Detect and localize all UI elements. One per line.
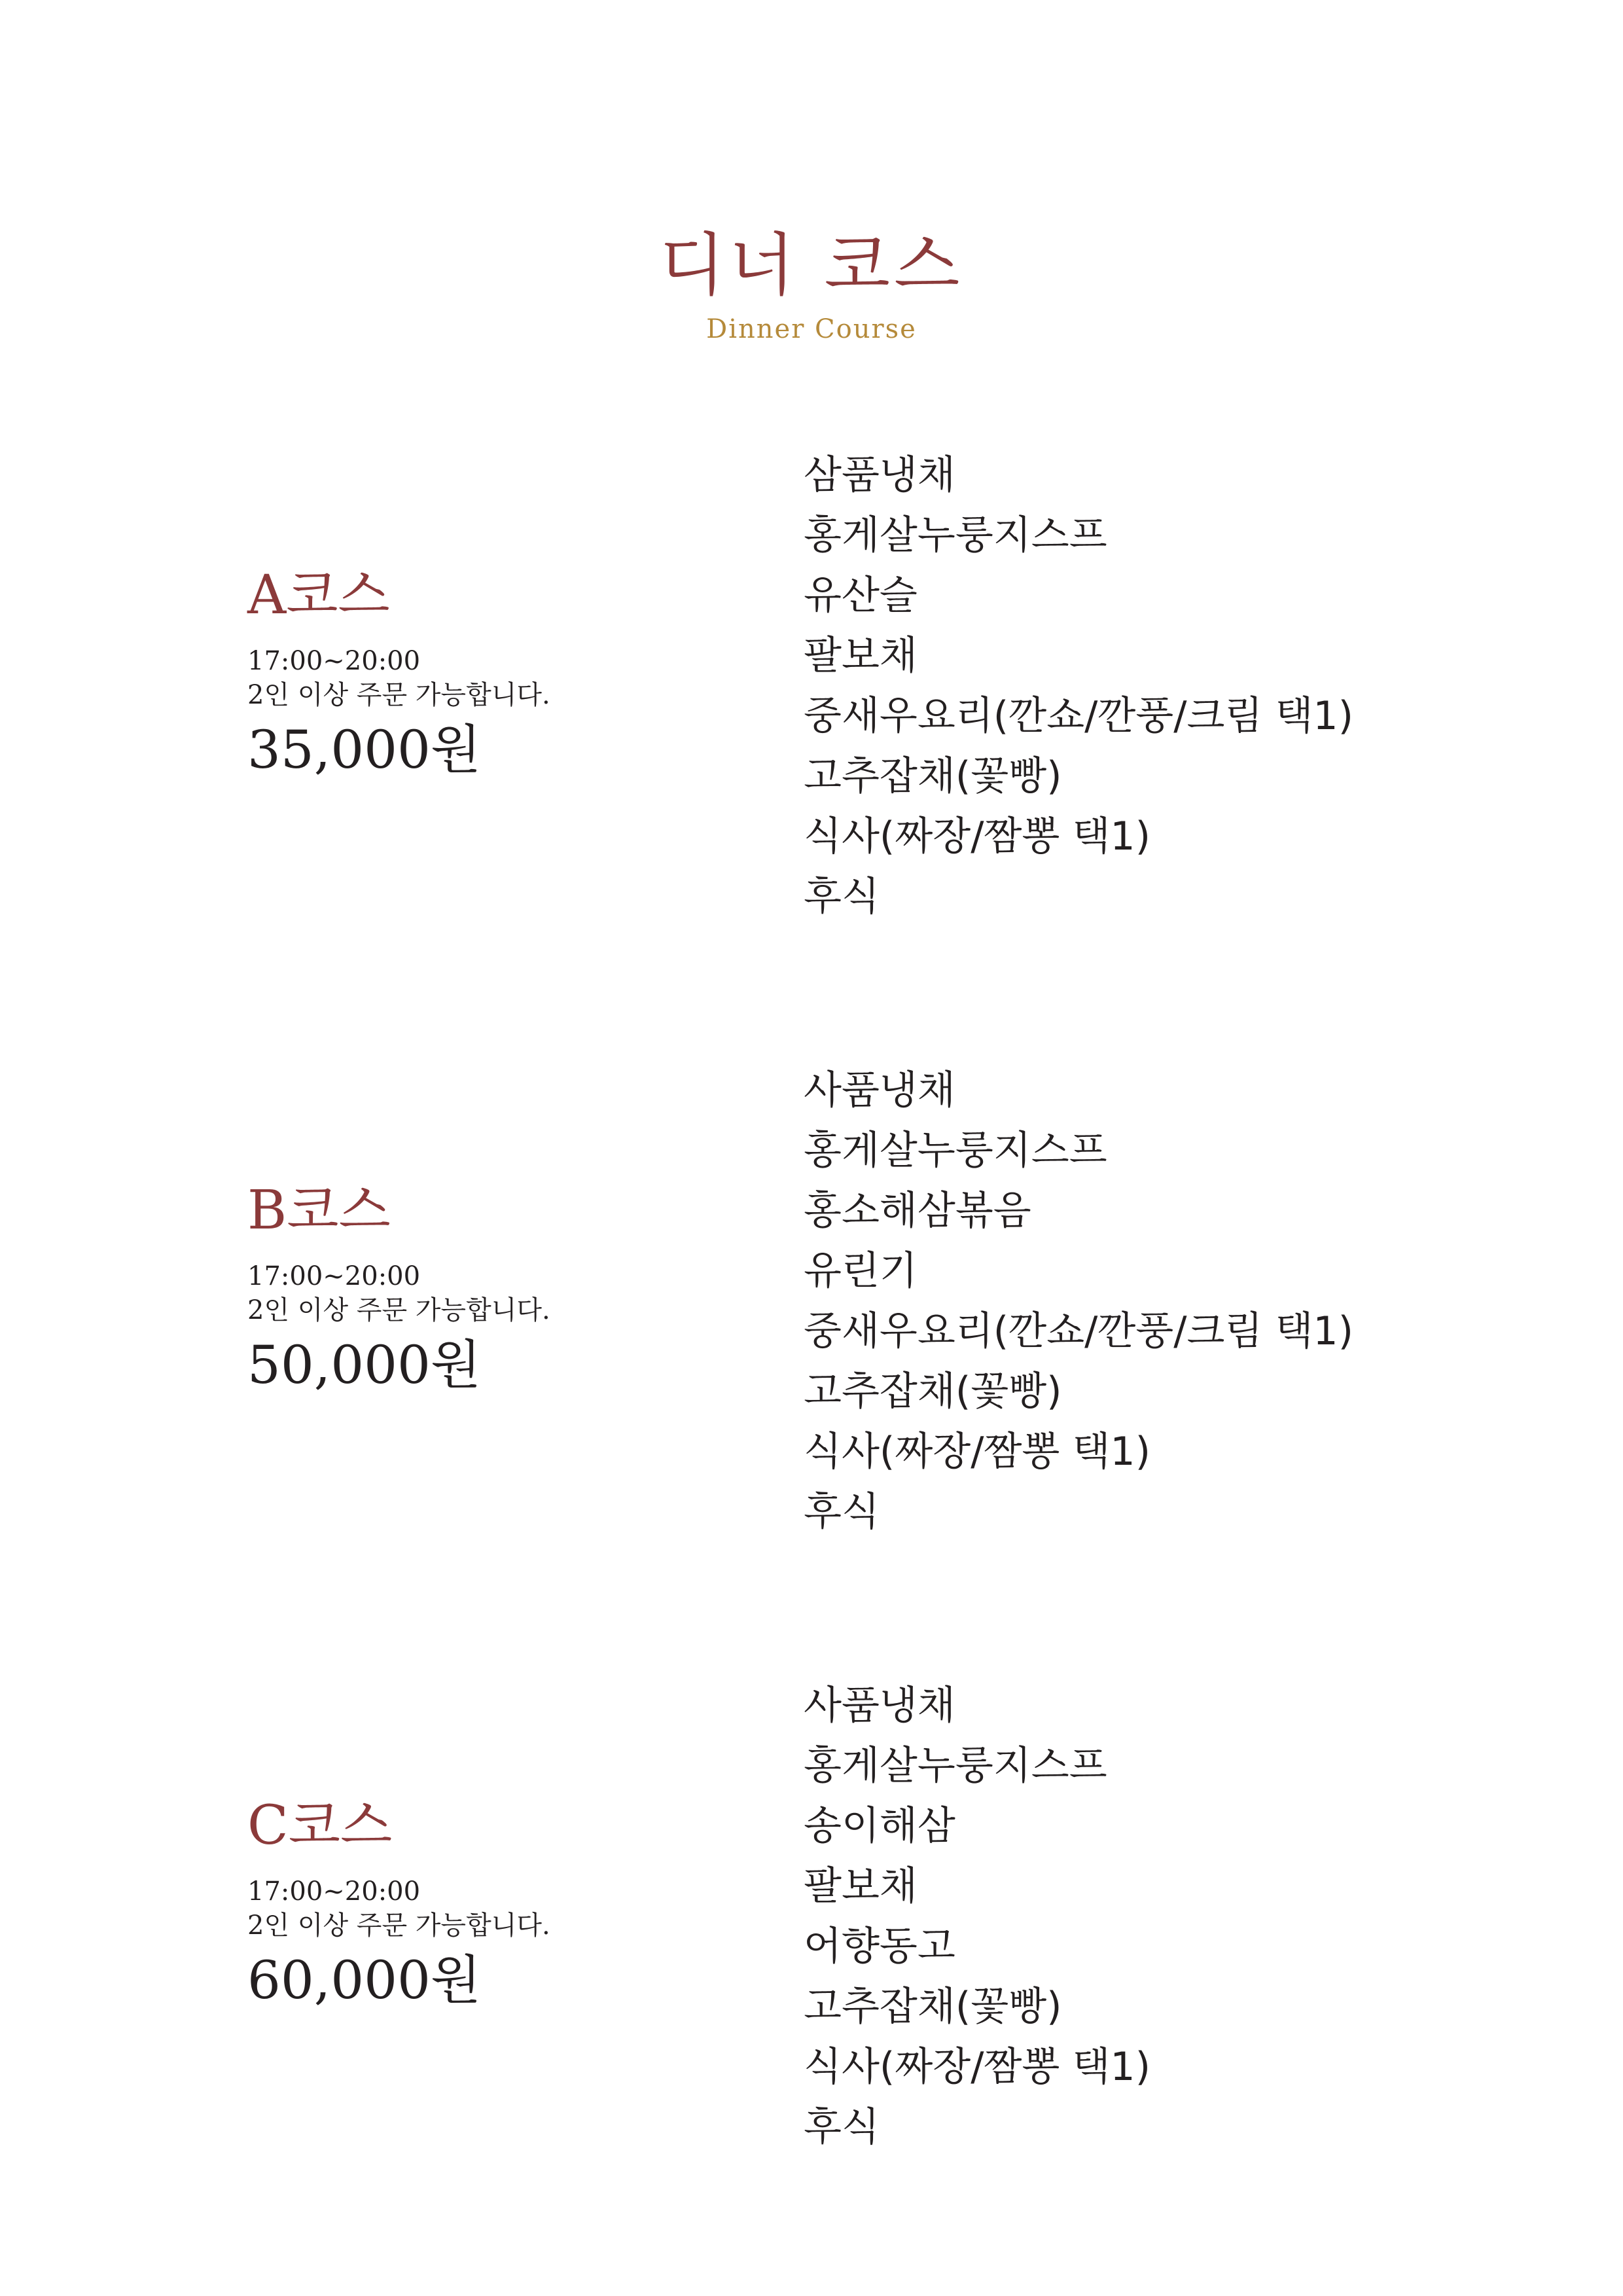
dish-item: 후식 [804, 2104, 880, 2150]
course-time: 17:00~20:00 [247, 1261, 421, 1291]
course-time: 17:00~20:00 [247, 1876, 421, 1907]
course-info [247, 563, 771, 783]
dish-item: 후식 [804, 874, 880, 920]
dish-item: 고추잡채(꽃빵) [804, 1369, 1062, 1414]
dish-item: 식사(짜장/짬뽕 택1) [804, 1429, 1150, 1475]
course-a [0, 445, 1623, 969]
dish-item: 고추잡채(꽃빵) [804, 1984, 1062, 2030]
dish-list [804, 1676, 1150, 2157]
dish-item: 고추잡채(꽃빵) [804, 753, 1062, 799]
page-header [0, 223, 1623, 346]
dish-item: 송이해삼 [804, 1803, 955, 1849]
course-note: 2인 이상 주문 가능합니다. [247, 1295, 550, 1325]
dish-item: 중새우요리(깐쇼/깐풍/크림 택1) [804, 1308, 1354, 1354]
dish-item: 사품냉채 [804, 1683, 955, 1729]
dish-item: 사품냉채 [804, 1067, 955, 1113]
dish-list [804, 445, 1353, 927]
dish-list [804, 1060, 1353, 1542]
dish-item: 삼품냉채 [804, 452, 955, 498]
course-info [247, 1178, 771, 1398]
course-price: 60,000원 [247, 1950, 482, 2011]
dish-item: 식사(짜장/짬뽕 택1) [804, 814, 1150, 859]
course-note: 2인 이상 주문 가능합니다. [247, 680, 550, 710]
dish-item: 유린기 [804, 1248, 918, 1294]
course-name: C코스 [247, 1795, 393, 1857]
dish-item: 어향동고 [804, 1924, 955, 1969]
course-name: A코스 [247, 564, 390, 626]
dish-item: 홍게살누룽지스프 [804, 512, 1107, 558]
dish-item: 홍게살누룽지스프 [804, 1743, 1107, 1789]
course-time: 17:00~20:00 [247, 646, 421, 676]
course-b [0, 1060, 1623, 1584]
course-price: 35,000원 [247, 719, 482, 780]
dish-item: 홍소해삼볶음 [804, 1188, 1031, 1234]
course-name: B코스 [247, 1179, 391, 1242]
course-c [0, 1676, 1623, 2199]
dish-item: 후식 [804, 1489, 880, 1535]
dish-item: 중새우요리(깐쇼/깐풍/크림 택1) [804, 693, 1354, 739]
dish-item: 팔보채 [804, 633, 918, 679]
course-note: 2인 이상 주문 가능합니다. [247, 1910, 550, 1941]
dish-item: 팔보채 [804, 1863, 918, 1909]
course-price: 50,000원 [247, 1335, 482, 1395]
dish-item: 홍게살누룽지스프 [804, 1128, 1107, 1174]
page-subtitle: Dinner Course [706, 314, 917, 344]
course-info [247, 1793, 771, 2013]
dish-item: 유산슬 [804, 573, 918, 619]
page-title: 디너 코스 [659, 225, 964, 305]
dish-item: 식사(짜장/짬뽕 택1) [804, 2044, 1150, 2090]
